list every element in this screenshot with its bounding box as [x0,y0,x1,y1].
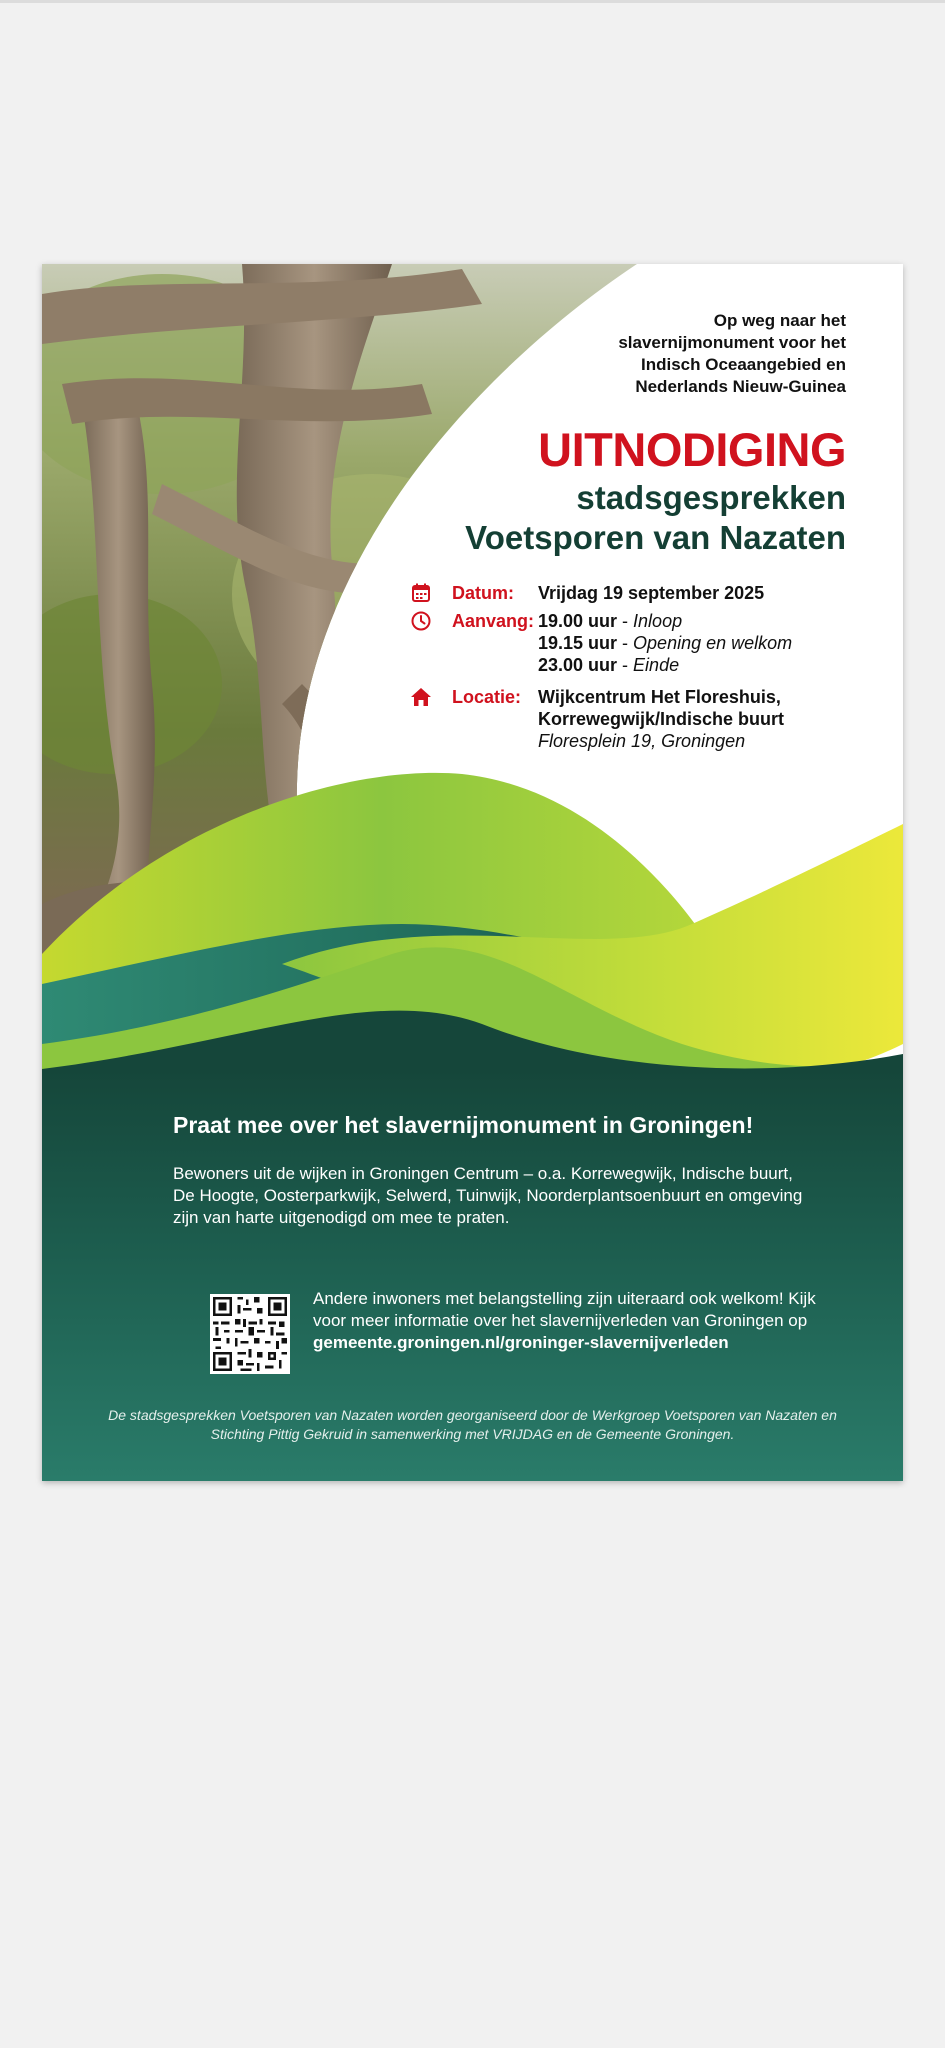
time-separator: - [617,655,634,675]
location-row [410,686,870,708]
location-label: Locatie: [452,687,522,707]
time-separator: - [617,633,634,653]
intro-line: slavernijmonument voor het [618,333,846,352]
time-item [538,654,679,676]
intro-text [446,310,846,398]
time-separator: - [617,611,634,631]
date-value: Vrijdag 19 september 2025 [538,583,765,603]
location-address: Floresplein 19, Groningen [538,731,746,751]
calendar-icon [410,583,432,603]
event-title [346,478,846,558]
residents-paragraph: Bewoners uit de wijken in Groningen Centrum – o.a. Korrewegwijk, Indische buurt, De Hoogte, Oosterparkwijk, Selwerd, Tuinwijk, Noorderplantsoenbuurt en omgeving zijn van harte uitgenodigd om mee te praten. [173,1164,803,1227]
time-item [538,632,792,654]
event-details [410,582,870,752]
top-divider [0,0,945,3]
intro-line: Op weg naar het [713,311,846,330]
more-info-paragraph [313,1288,833,1354]
clock-icon [410,611,432,631]
start-time-label: Aanvang: [452,611,535,631]
time-row [410,632,870,654]
time-item [538,610,682,632]
location-row [410,730,870,752]
section-heading: Praat mee over het slavernijmonument in Groningen! [173,1112,754,1138]
info-link[interactable]: gemeente.groningen.nl/groninger-slavernijverleden [313,1333,729,1352]
invitation-poster [42,264,903,1481]
event-title-line-2: Voetsporen van Nazaten [465,519,846,556]
time-value: 19.15 uur [538,633,618,653]
invitation-title: UITNODIGING [538,423,846,476]
time-description: Einde [633,655,680,675]
time-description: Inloop [633,611,683,631]
location-area: Korrewegwijk/Indische buurt [538,709,785,729]
time-row [410,654,870,676]
time-value: 23.00 uur [538,655,618,675]
time-value: 19.00 uur [538,611,618,631]
home-icon [410,687,432,707]
more-info-text: Andere inwoners met belangstelling zijn uiteraard ook welkom! Kijk voor meer informatie over het slavernijverleden van Groningen op [313,1289,816,1330]
event-title-line-1: stadsgesprekken [576,479,846,516]
organizers-footnote: De stadsgesprekken Voetsporen van Nazaten worden georganiseerd door de Werkgroep Voetsporen van Nazaten en Stichting Pittig Gekruid in samenwerking met VRIJDAG en de Gemeente Groningen. [108,1407,837,1442]
date-label: Datum: [452,583,514,603]
location-row [410,708,870,730]
location-venue: Wijkcentrum Het Floreshuis, [538,687,781,707]
intro-line: Indisch Oceaangebied en [640,355,846,374]
time-description: Opening en welkom [633,633,793,653]
start-time-row [410,610,870,632]
qr-code[interactable] [210,1294,290,1374]
intro-line: Nederlands Nieuw-Guinea [635,377,846,396]
date-row [410,582,870,604]
